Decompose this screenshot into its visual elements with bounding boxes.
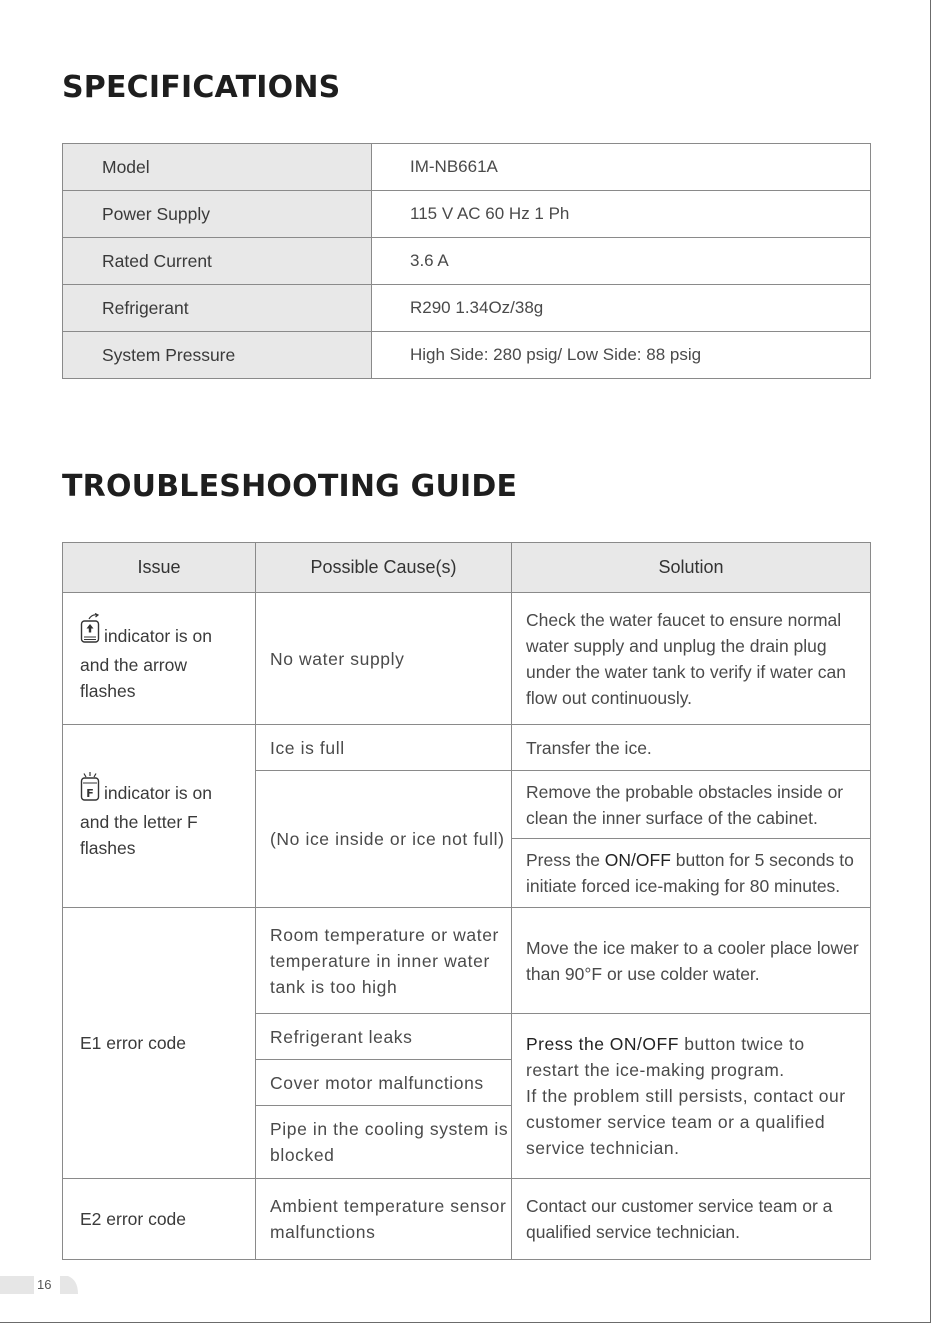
solution-text: button twice to restart the ice-making program. xyxy=(526,1034,805,1080)
table-row xyxy=(63,593,871,725)
cause-cell: Cover motor malfunctions xyxy=(256,1060,512,1106)
solution-cell: Move the ice maker to a cooler place lower than 90°F or use colder water. xyxy=(512,908,871,1014)
table-row xyxy=(63,725,871,771)
solution-text: button for 5 seconds to initiate forced ice-making for 80 minutes. xyxy=(526,850,854,896)
issue-cell xyxy=(63,593,256,725)
spec-row-system-pressure xyxy=(63,332,871,379)
solution-text: Press the xyxy=(526,850,605,870)
issue-text-line: indicator is on xyxy=(104,626,212,646)
solution-cell: Remove the probable obstacles inside or clean the inner surface of the cabinet. xyxy=(512,771,871,839)
spec-value: 3.6 A xyxy=(372,238,871,285)
cause-cell: Ice is full xyxy=(256,725,512,771)
spec-row-refrigerant xyxy=(63,285,871,332)
spec-label: System Pressure xyxy=(63,332,372,379)
specifications-heading: SPECIFICATIONS xyxy=(62,70,341,105)
column-header-solution: Solution xyxy=(512,543,871,593)
ice-full-indicator-icon xyxy=(80,772,100,809)
issue-text-line: flashes xyxy=(80,837,136,858)
issue-text-line: flashes xyxy=(80,681,136,701)
on-off-label: ON/OFF xyxy=(604,850,671,870)
issue-text-line: and the letter F xyxy=(80,811,198,832)
solution-cell: Check the water faucet to ensure normal water supply and unplug the drain plug under the water tank to verify if water can flow out continuously. xyxy=(512,593,871,725)
page-border-bottom xyxy=(0,1322,931,1323)
cause-cell: (No ice inside or ice not full) xyxy=(256,771,512,908)
issue-cell: E2 error code xyxy=(63,1179,256,1260)
solution-cell: Contact our customer service team or a qualified service technician. xyxy=(512,1179,871,1260)
column-header-issue: Issue xyxy=(63,543,256,593)
table-row xyxy=(63,1179,871,1260)
solution-cell xyxy=(512,839,871,908)
table-row xyxy=(63,908,871,1014)
cause-cell: Room temperature or water temperature in inner water tank is too high xyxy=(256,908,512,1014)
cause-cell: No water supply xyxy=(256,593,512,725)
on-off-label: Press the ON/OFF xyxy=(526,1034,679,1054)
troubleshooting-table xyxy=(62,542,871,1260)
troubleshooting-heading: TROUBLESHOOTING GUIDE xyxy=(62,469,518,504)
page-number: 16 xyxy=(37,1277,52,1292)
spec-label: Power Supply xyxy=(63,191,372,238)
spec-row-power-supply xyxy=(63,191,871,238)
spec-row-model xyxy=(63,144,871,191)
issue-text-line: indicator is on xyxy=(104,782,212,803)
solution-text: If the problem still persists, contact our customer service team or a qualified service technician. xyxy=(526,1086,846,1158)
spec-value: R290 1.34Oz/38g xyxy=(372,285,871,332)
issue-cell xyxy=(63,725,256,908)
spec-value: IM-NB661A xyxy=(372,144,871,191)
column-header-cause: Possible Cause(s) xyxy=(256,543,512,593)
cause-cell: Pipe in the cooling system is blocked xyxy=(256,1106,512,1179)
page-border-right xyxy=(930,0,931,1322)
issue-cell: E1 error code xyxy=(63,908,256,1179)
cause-cell: Ambient temperature sensor malfunctions xyxy=(256,1179,512,1260)
table-header-row xyxy=(63,543,871,593)
issue-text-line: and the arrow xyxy=(80,655,188,675)
specifications-table xyxy=(62,143,871,379)
spec-value: High Side: 280 psig/ Low Side: 88 psig xyxy=(372,332,871,379)
spec-label: Refrigerant xyxy=(63,285,372,332)
spec-row-rated-current xyxy=(63,238,871,285)
spec-label: Rated Current xyxy=(63,238,372,285)
solution-cell: Transfer the ice. xyxy=(512,725,871,771)
water-tank-indicator-icon xyxy=(80,613,100,652)
solution-cell xyxy=(512,1014,871,1179)
spec-label: Model xyxy=(63,144,372,191)
svg-text:F: F xyxy=(86,786,94,800)
cause-cell: Refrigerant leaks xyxy=(256,1014,512,1060)
spec-value: 115 V AC 60 Hz 1 Ph xyxy=(372,191,871,238)
